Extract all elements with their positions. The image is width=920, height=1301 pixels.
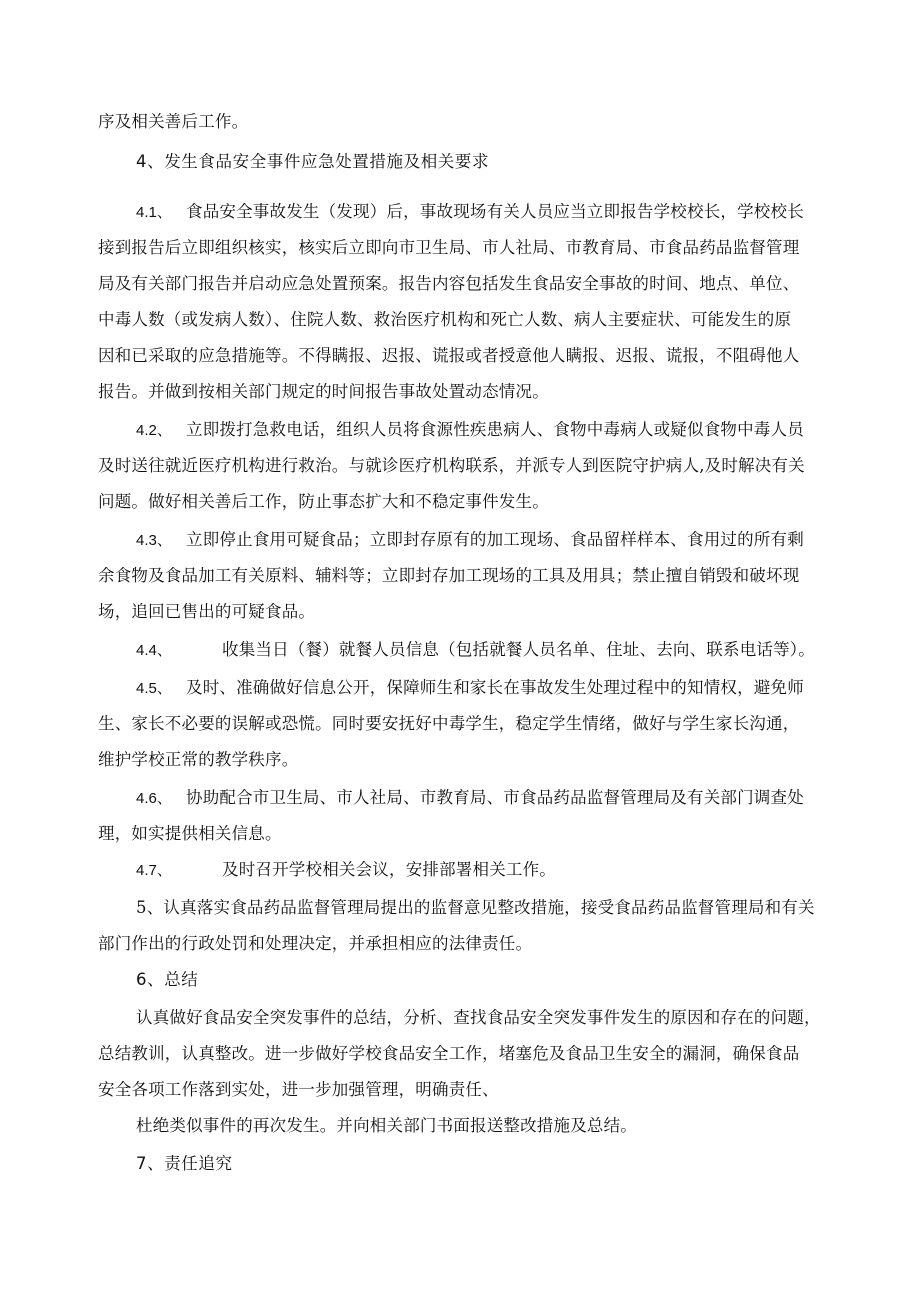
- paragraph-4-4-line: 收集当日（餐）就餐人员信息（包括就餐人员名单、住址、去向、联系电话等）。: [222, 640, 815, 659]
- paragraph-4-3: [136, 528, 172, 553]
- item-number: 4.7、: [136, 862, 172, 879]
- item-number: 4.1、: [136, 204, 172, 221]
- section-6-line: 认真做好食品安全突发事件的总结，分析、查找食品安全突发事件发生的原因和存在的问题，: [136, 1008, 821, 1027]
- paragraph-4-6: [136, 786, 172, 811]
- item-number: 4.2、: [136, 422, 172, 439]
- paragraph-4-1-line: 接到报告后立即组织核实，核实后立即向市卫生局、市人社局、市教育局、市食品药品监督管理: [98, 238, 800, 257]
- item-number: 4.4、: [136, 642, 172, 659]
- section-5-line: 5、认真落实食品药品监督管理局提出的监督意见整改措施，接受食品药品监督管理局和有关: [136, 898, 815, 917]
- carryover-line: 序及相关善后工作。: [98, 112, 249, 131]
- paragraph-4-4: [136, 638, 172, 663]
- paragraph-4-3-line: 场，追回已售出的可疑食品。: [98, 602, 316, 621]
- section-5-line: 部门作出的行政处罚和处理决定，并承担相应的法律责任。: [98, 934, 533, 953]
- paragraph-4-5-line: 生、家长不必要的误解或恐慌。同时要安抚好中毒学生，稳定学生情绪，做好与学生家长沟通，: [98, 714, 800, 733]
- paragraph-4-7-line: 及时召开学校相关会议，安排部署相关工作。: [222, 860, 556, 879]
- paragraph-4-7: [136, 858, 172, 883]
- paragraph-4-3-line: 立即停止食用可疑食品；立即封存原有的加工现场、食品留样样本、食用过的所有剩: [186, 530, 804, 549]
- item-number: 4.3、: [136, 532, 172, 549]
- paragraph-4-1-line: 局及有关部门报告并启动应急处置预案。报告内容包括发生食品安全事故的时间、地点、单位、: [98, 274, 800, 293]
- paragraph-4-6-line: 协助配合市卫生局、市人社局、市教育局、市食品药品监督管理局及有关部门调查处: [186, 788, 804, 807]
- paragraph-4-1-line: 食品安全事故发生（发现）后，事故现场有关人员应当立即报告学校校长，学校校长: [186, 202, 804, 221]
- paragraph-4-3-line: 余食物及食品加工有关原料、辅料等；立即封存加工现场的工具及用具；禁止擅自销毁和破坏现: [98, 566, 800, 585]
- paragraph-4-5-line: 及时、准确做好信息公开，保障师生和家长在事故发生处理过程中的知情权，避免师: [186, 678, 804, 697]
- paragraph-4-1-line: 因和已采取的应急措施等。不得瞒报、迟报、谎报或者授意他人瞒报、迟报、谎报，不阻碍他人: [98, 346, 800, 365]
- paragraph-4-2-line: 及时送往就近医疗机构进行救治。与就诊医疗机构联系，并派专人到医院守护病人,及时解决有关: [98, 456, 805, 475]
- item-number: 4.5、: [136, 680, 172, 697]
- paragraph-4-6-line: 理，如实提供相关信息。: [98, 824, 282, 843]
- paragraph-4-1: [136, 200, 172, 225]
- paragraph-4-1-line: 报告。并做到按相关部门规定的时间报告事故处置动态情况。: [98, 382, 549, 401]
- paragraph-4-5: [136, 676, 172, 701]
- section-7-heading: 7、责任追究: [136, 1154, 233, 1173]
- paragraph-4-2: [136, 418, 172, 443]
- paragraph-4-5-line: 维护学校正常的教学秩序。: [98, 750, 299, 769]
- section-6-line: 安全各项工作落到实处，进一步加强管理，明确责任、: [98, 1080, 499, 1099]
- paragraph-4-1-line: 中毒人数（或发病人数）、住院人数、救治医疗机构和死亡人数、病人主要症状、可能发生的原: [98, 310, 792, 329]
- section-6-heading: 6、总结: [136, 970, 199, 989]
- paragraph-4-2-line: 问题。做好相关善后工作，防止事态扩大和不稳定事件发生。: [98, 492, 549, 511]
- paragraph-4-2-line: 立即拨打急救电话，组织人员将食源性疾患病人、食物中毒病人或疑似食物中毒人员: [186, 420, 804, 439]
- section-6-line: 总结教训，认真整改。进一步做好学校食品安全工作，堵塞危及食品卫生安全的漏洞，确保食品: [98, 1044, 800, 1063]
- section-6-line: 杜绝类似事件的再次发生。并向相关部门书面报送整改措施及总结。: [136, 1116, 637, 1135]
- section-4-heading: 4、发生食品安全事件应急处置措施及相关要求: [136, 152, 490, 171]
- item-number: 4.6、: [136, 790, 172, 807]
